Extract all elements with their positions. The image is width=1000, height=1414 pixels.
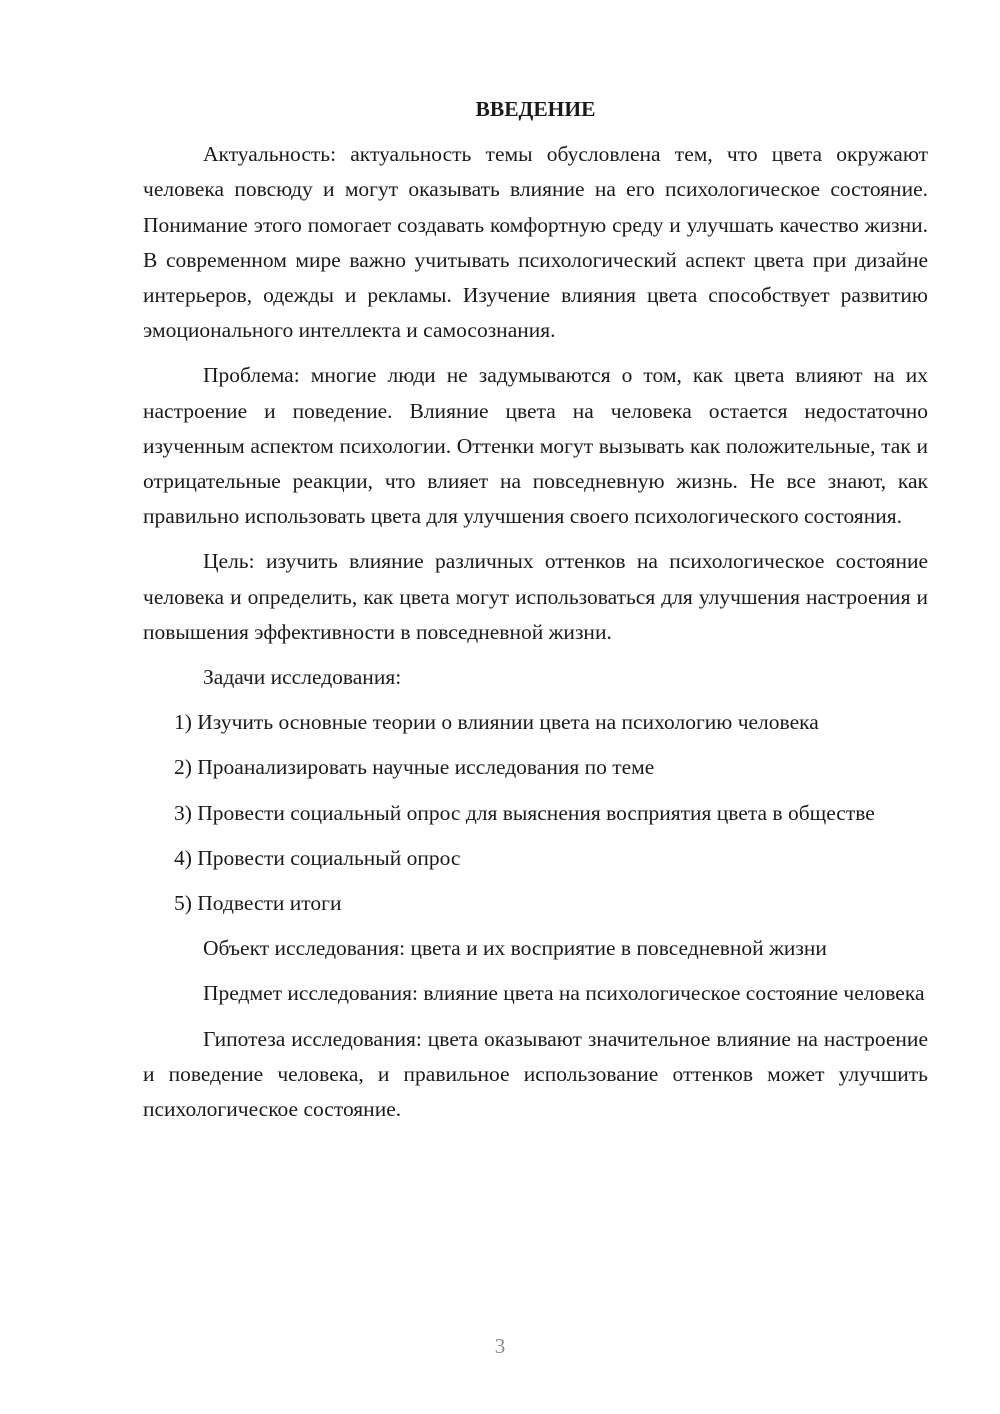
task-item-2: 2) Проанализировать научные исследования по теме: [174, 755, 655, 780]
task-item-5: 5) Подвести итоги: [174, 891, 342, 916]
object-paragraph: Объект исследования: цвета и их восприятие в повседневной жизни: [203, 936, 827, 961]
relevance-paragraph: Актуальность: актуальность темы обусловлена тем, что цвета окружают человека повсюду и могут оказывать влияние на его психологическое состояние. Понимание этого помогает создавать комфортную среду и улучшать качество жизни. В современном мире важно учитывать психологический аспект цвета при дизайне интерьеров, одежды и рекламы. Изучение влияния цвета способствует развитию эмоционального интеллекта и самосознания.: [143, 142, 928, 343]
task-item-3: 3) Провести социальный опрос для выяснения восприятия цвета в обществе: [174, 800, 875, 825]
subject-paragraph: Предмет исследования: влияние цвета на психологическое состояние человека: [203, 981, 925, 1006]
section-title: ВВЕДЕНИЕ: [475, 97, 596, 121]
goal-paragraph: Цель: изучить влияние различных оттенков на психологическое состояние человека и определить, как цвета могут использоваться для улучшения настроения и повышения эффективности в повседневной жизни.: [143, 549, 928, 644]
task-item-4: 4) Провести социальный опрос: [174, 845, 461, 870]
hypothesis-paragraph: Гипотеза исследования: цвета оказывают значительное влияние на настроение и поведение человека, и правильное использование оттенков может улучшить психологическое состояние.: [143, 1026, 928, 1122]
document-page: [143, 92, 928, 1137]
problem-paragraph: Проблема: многие люди не задумываются о том, как цвета влияют на их настроение и поведение. Влияние цвета на человека остается недостаточно изученным аспектом психологии. Оттенки могут вызывать как положительные, так и отрицательные реакции, что влияет на повседневную жизнь. Не все знают, как правильно использовать цвета для улучшения своего психологического состояния.: [143, 363, 928, 529]
page-number: 3: [494, 1334, 506, 1358]
tasks-heading: Задачи исследования:: [203, 665, 402, 690]
task-item-1: 1) Изучить основные теории о влиянии цвета на психологию человека: [174, 710, 819, 735]
